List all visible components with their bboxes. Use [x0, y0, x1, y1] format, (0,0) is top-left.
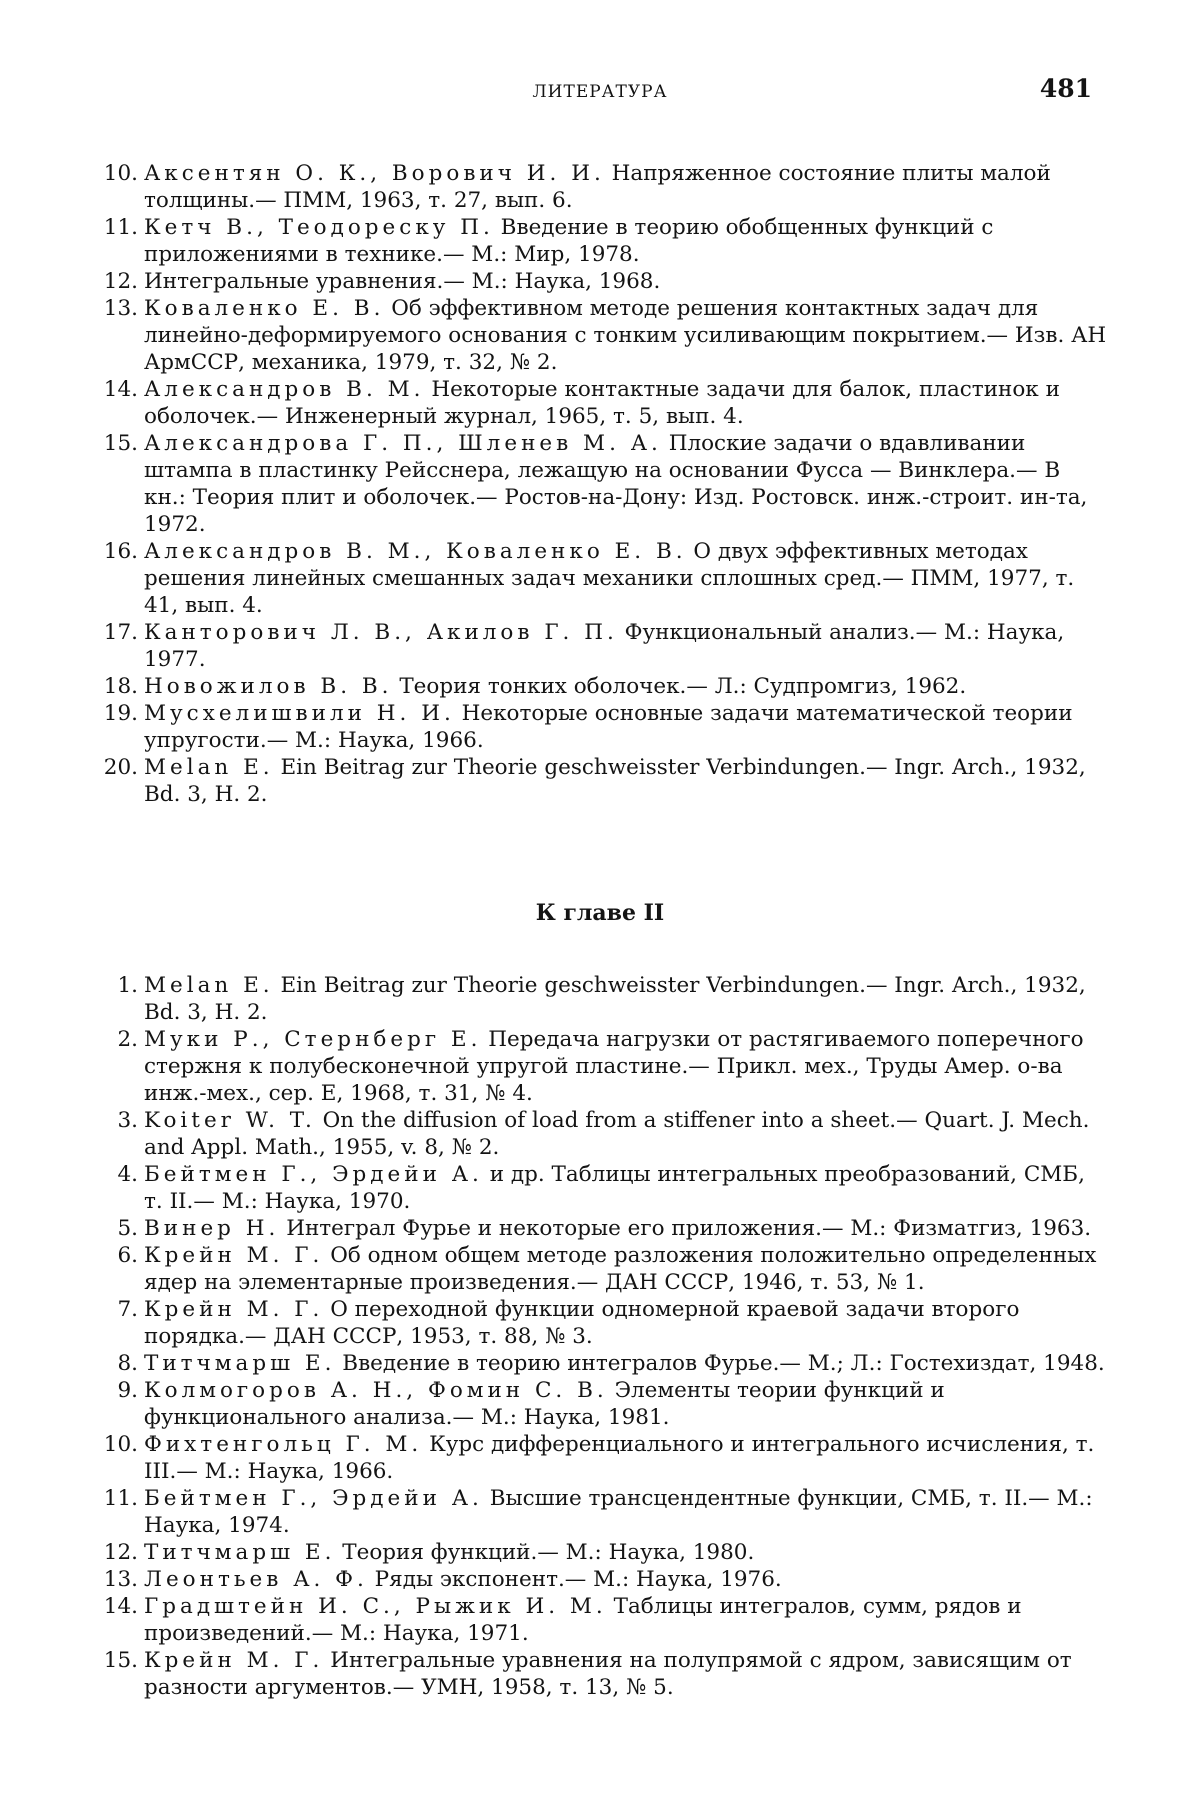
reference-entry: [100, 700, 1108, 754]
reference-number: 4.: [117, 1162, 138, 1187]
reference-number: 10.: [103, 1432, 138, 1457]
reference-text: Интеграл Фурье и некоторые его приложения.— М.: Физматгиз, 1963.: [279, 1216, 1092, 1241]
reference-text: Курс дифференциального и интегрального исчисления, т. III.— М.: Наука, 1966.: [144, 1432, 1095, 1484]
reference-number: 17.: [103, 620, 138, 645]
reference-number: 3.: [117, 1108, 138, 1133]
reference-author: Melan E.: [144, 755, 274, 780]
reference-entry: [100, 1431, 1108, 1485]
reference-number: 16.: [103, 539, 138, 564]
reference-entry: [100, 1566, 1108, 1593]
reference-text: О переходной функции одномерной краевой задачи второго порядка.— ДАН СССР, 1953, т. 88, № 3.: [144, 1297, 1020, 1349]
reference-author: Винер Н.: [144, 1216, 280, 1241]
reference-text: Ein Beitrag zur Theorie geschweisster Verbindungen.— Ingr. Arch., 1932, Bd. 3, H. 2.: [144, 973, 1086, 1025]
reference-author: Александров В. М.: [144, 377, 425, 402]
reference-text: Таблицы интегралов, сумм, рядов и произведений.— М.: Наука, 1971.: [144, 1594, 1022, 1646]
reference-number: 15.: [103, 431, 138, 456]
reference-author: Градштейн И. С., Рыжик И. М.: [144, 1594, 607, 1619]
reference-text: Теория тонких оболочек.— Л.: Судпромгиз, 1962.: [392, 674, 967, 699]
reference-author: Крейн М. Г.: [144, 1243, 324, 1268]
reference-entry: [100, 295, 1108, 376]
reference-entry: [100, 619, 1108, 673]
reference-text: Некоторые основные задачи математической теории упругости.— М.: Наука, 1966.: [144, 701, 1073, 753]
reference-author: Муки Р., Стернберг Е.: [144, 1027, 482, 1052]
reference-entry: [100, 268, 1108, 295]
reference-list: [100, 160, 1108, 808]
reference-entry: [100, 160, 1108, 214]
chapter-heading: К главе II: [535, 900, 665, 926]
reference-author: Титчмарш Е.: [144, 1540, 336, 1565]
reference-author: Мусхелишвили Н. И.: [144, 701, 455, 726]
reference-text: Об одном общем методе разложения положительно определенных ядер на элементарные произведения.— ДАН СССР, 1946, т. 53, № 1.: [144, 1243, 1097, 1295]
reference-number: 8.: [117, 1351, 138, 1376]
reference-number: 1.: [117, 973, 138, 998]
reference-entry: [100, 1242, 1108, 1296]
reference-number: 9.: [117, 1378, 138, 1403]
reference-text: Теория функций.— М.: Наука, 1980.: [335, 1540, 755, 1565]
reference-text: Введение в теорию обобщенных функций с приложениями в технике.— М.: Мир, 1978.: [144, 215, 994, 267]
reference-entry: [100, 1593, 1108, 1647]
reference-author: Александров В. М., Коваленко Е. В.: [144, 539, 687, 564]
reference-author: Титчмарш Е.: [144, 1351, 336, 1376]
reference-text: On the diffusion of load from a stiffener into a sheet.— Quart. J. Mech. and Appl. Math., 1955, v. 8, № 2.: [144, 1108, 1090, 1160]
reference-entry: [100, 1215, 1108, 1242]
reference-author: Бейтмен Г., Эрдейи А.: [144, 1162, 483, 1187]
reference-author: Аксентян О. К., Ворович И. И.: [144, 161, 605, 186]
reference-author: Бейтмен Г., Эрдейи А.: [144, 1486, 483, 1511]
reference-text: Высшие трансцендентные функции, СМБ, т. II.— М.: Наука, 1974.: [144, 1486, 1093, 1538]
reference-entry: [100, 1026, 1108, 1107]
reference-entry: [100, 1647, 1108, 1701]
reference-author: Крейн М. Г.: [144, 1297, 324, 1322]
reference-text: Напряженное состояние плиты малой толщины.— ПММ, 1963, т. 27, вып. 6.: [144, 161, 1051, 213]
reference-entry: [100, 430, 1108, 538]
reference-number: 2.: [117, 1027, 138, 1052]
reference-number: 13.: [103, 1567, 138, 1592]
running-head: ЛИТЕРАТУРА: [532, 82, 668, 102]
reference-text: Плоские задачи о вдавливании штампа в пластинку Рейсснера, лежащую на основании Фусса — Винклера.— В кн.: Теория плит и оболочек.— Ростов-на-Дону: Изд. Ростовск. инж.-строит. ин-та, 1972.: [144, 431, 1088, 537]
reference-entry: [100, 1539, 1108, 1566]
reference-author: Фихтенгольц Г. М.: [144, 1432, 423, 1457]
reference-entry: [100, 214, 1108, 268]
reference-text: Ряды экспонент.— М.: Наука, 1976.: [367, 1567, 782, 1592]
reference-text: Введение в теорию интегралов Фурье.— М.; Л.: Гостехиздат, 1948.: [335, 1351, 1105, 1376]
reference-text: Ein Beitrag zur Theorie geschweisster Verbindungen.— Ingr. Arch., 1932, Bd. 3, H. 2.: [144, 755, 1086, 807]
reference-entry: [100, 1485, 1108, 1539]
reference-author: Koiter W. T.: [144, 1108, 316, 1133]
reference-author: Колмогоров А. Н., Фомин С. В.: [144, 1378, 608, 1403]
reference-text: Функциональный анализ.— М.: Наука, 1977.: [144, 620, 1065, 672]
reference-author: Александрова Г. П., Шленев М. А.: [144, 431, 662, 456]
reference-list: [100, 972, 1108, 1701]
reference-number: 15.: [103, 1648, 138, 1673]
reference-number: 13.: [103, 296, 138, 321]
reference-entry: [100, 1350, 1108, 1377]
reference-author: Melan E.: [144, 973, 274, 998]
reference-text: Элементы теории функций и функционального анализа.— М.: Наука, 1981.: [144, 1378, 945, 1430]
reference-entry: [100, 673, 1108, 700]
reference-text: Некоторые контактные задачи для балок, пластинок и оболочек.— Инженерный журнал, 1965, т. 5, вып. 4.: [144, 377, 1060, 429]
reference-number: 7.: [117, 1297, 138, 1322]
reference-entry: [100, 538, 1108, 619]
reference-author: Новожилов В. В.: [144, 674, 393, 699]
reference-author: Леонтьев А. Ф.: [144, 1567, 368, 1592]
reference-number: 12.: [103, 269, 138, 294]
reference-author: Коваленко Е. В.: [144, 296, 385, 321]
reference-author: Крейн М. Г.: [144, 1648, 324, 1673]
reference-entry: [100, 1107, 1108, 1161]
reference-number: 11.: [103, 1486, 138, 1511]
reference-text: Интегральные уравнения.— М.: Наука, 1968.: [144, 269, 661, 294]
reference-text: Интегральные уравнения на полупрямой с ядром, зависящим от разности аргументов.— УМН, 1958, т. 13, № 5.: [144, 1648, 1072, 1700]
reference-text: О двух эффективных методах решения линейных смешанных задач механики сплошных сред.— ПММ, 1977, т. 41, вып. 4.: [144, 539, 1075, 618]
reference-entry: [100, 1296, 1108, 1350]
reference-text: Передача нагрузки от растягиваемого поперечного стержня к полубесконечной упругой пластине.— Прикл. мех., Труды Амер. о-ва инж.-мех., сер. Е, 1968, т. 31, № 4.: [144, 1027, 1084, 1106]
reference-number: 11.: [103, 215, 138, 240]
reference-entry: [100, 754, 1108, 808]
reference-entry: [100, 1161, 1108, 1215]
reference-number: 18.: [103, 674, 138, 699]
reference-number: 20.: [103, 755, 138, 780]
reference-text: Об эффективном методе решения контактных задач для линейно-деформируемого основания с тонким усиливающим покрытием.— Изв. АН АрмССР, механика, 1979, т. 32, № 2.: [144, 296, 1107, 375]
reference-author: Кетч В., Теодореску П.: [144, 215, 494, 240]
reference-entry: [100, 376, 1108, 430]
reference-text: и др. Таблицы интегральных преобразований, СМБ, т. II.— М.: Наука, 1970.: [144, 1162, 1085, 1214]
reference-number: 12.: [103, 1540, 138, 1565]
reference-number: 5.: [117, 1216, 138, 1241]
reference-entry: [100, 1377, 1108, 1431]
reference-author: Канторович Л. В., Акилов Г. П.: [144, 620, 618, 645]
reference-number: 14.: [103, 377, 138, 402]
reference-number: 19.: [103, 701, 138, 726]
reference-number: 14.: [103, 1594, 138, 1619]
reference-entry: [100, 972, 1108, 1026]
reference-number: 6.: [117, 1243, 138, 1268]
reference-number: 10.: [103, 161, 138, 186]
page-number: 481: [1039, 74, 1092, 103]
